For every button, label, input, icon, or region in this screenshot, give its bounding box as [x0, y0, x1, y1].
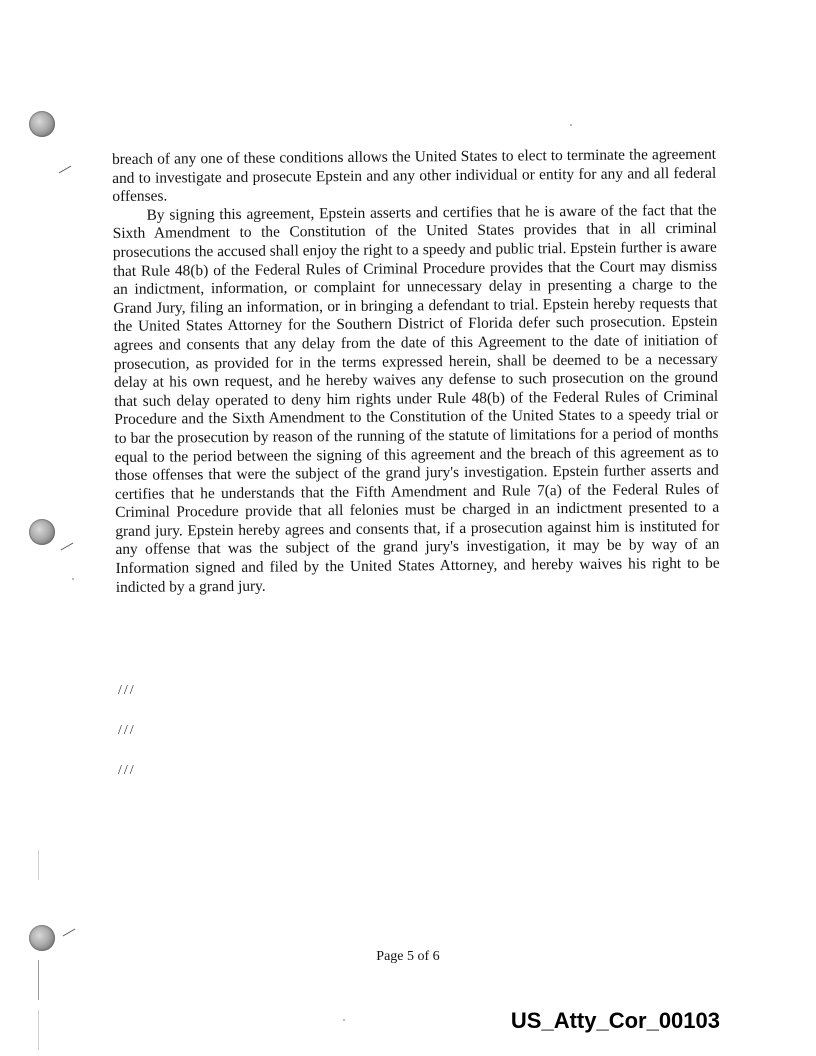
bates-number: US_Atty_Cor_00103	[510, 1008, 720, 1033]
section-separator: ///	[118, 763, 136, 778]
section-separator: ///	[118, 723, 136, 738]
agreement-body	[112, 146, 720, 598]
section-separator: ///	[118, 683, 136, 698]
scan-speck	[72, 578, 74, 580]
scan-speck	[570, 124, 572, 126]
scan-mark	[61, 543, 74, 551]
page-number: Page 5 of 6	[376, 949, 440, 964]
scan-edge-line	[38, 960, 39, 1000]
scan-edge-line	[38, 850, 39, 880]
punch-hole-middle	[29, 519, 55, 545]
scan-edge-line	[38, 1010, 39, 1050]
scan-mark	[59, 166, 72, 174]
punch-hole-bottom	[29, 925, 55, 951]
paragraph-continuation: breach of any one of these conditions allows the United States to elect to terminate the agreement and to investigate and prosecute Epstein and any other individual or entity for any and all federal offenses.	[112, 145, 717, 206]
scan-speck	[343, 1019, 345, 1021]
paragraph-speedy-trial-waiver: By signing this agreement, Epstein asserts and certifies that he is aware of the fact that the Sixth Amendment to the Constitution of the United States provides that in all criminal prosecutions the accused shall enjoy the right to a speedy and public trial. Epstein further is aware that Rule 48(b) of the Federal Rules of Criminal Procedure provides that the Court may dismiss an indictment, information, or complaint for unnecessary delay in presenting a charge to the Grand Jury, filing an information, or in bringing a defendant to trial. Epstein hereby requests that the United States Attorney for the Southern District of Florida defer such prosecution. Epstein agrees and consents that any delay from the date of this Agreement to the date of initiation of prosecution, as provided for in the terms expressed herein, shall be deemed to be a necessary delay at his own request, and he hereby waives any defense to such prosecution on the ground that such delay operated to deny him rights under Rule 48(b) of the Federal Rules of Criminal Procedure and the Sixth Amendment to the Constitution of the United States to a speedy trial or to bar the prosecution by reason of the running of the statute of limitations for a period of months equal to the period between the signing of this agreement and the breach of this agreement as to those offenses that were the subject of the grand jury's investigation. Epstein further asserts and certifies that he understands that the Fifth Amendment and Rule 7(a) of the Federal Rules of Criminal Procedure provide that all felonies must be charged in an indictment presented to a grand jury. Epstein hereby agrees and consents that, if a prosecution against him is instituted for any offense that was the subject of the grand jury's investigation, it may be by way of an Information signed and filed by the United States Attorney, and hereby waives his right to be indicted by a grand jury.	[112, 201, 720, 596]
punch-hole-top	[29, 111, 55, 137]
scan-mark	[63, 929, 76, 937]
